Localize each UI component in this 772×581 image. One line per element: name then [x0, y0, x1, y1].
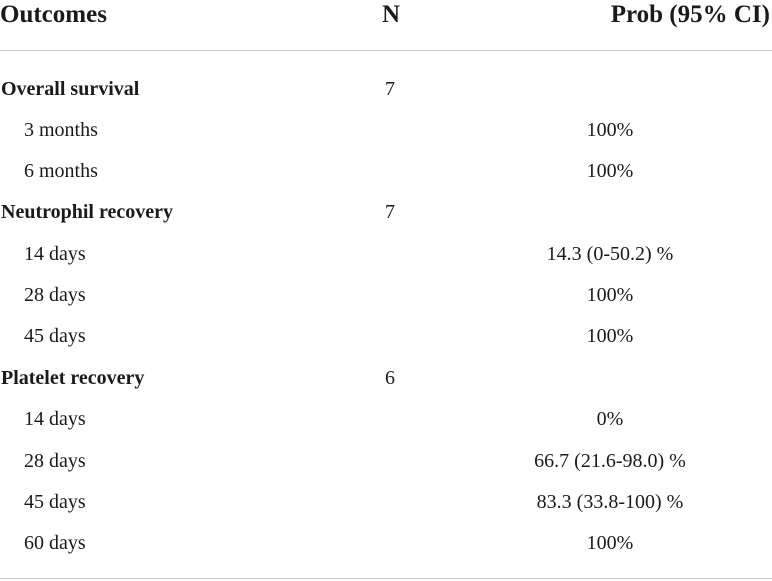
- row-label: 45 days: [24, 325, 86, 347]
- group-label: Overall survival: [1, 78, 140, 100]
- row-label: 3 months: [24, 119, 98, 141]
- table-row: [0, 324, 772, 365]
- row-label: 6 months: [24, 160, 98, 182]
- row-label: 14 days: [24, 408, 86, 430]
- table-row: [0, 490, 772, 531]
- table-row: [0, 531, 772, 572]
- prob-value: 100%: [586, 119, 634, 141]
- n-value: 6: [385, 367, 395, 389]
- table-header: [0, 0, 772, 51]
- row-label: 28 days: [24, 284, 86, 306]
- n-value: 7: [385, 78, 395, 100]
- row-label: 14 days: [24, 243, 86, 265]
- n-value: 7: [385, 201, 395, 223]
- table-row: [0, 283, 772, 324]
- prob-value: 100%: [586, 160, 634, 182]
- table-row: [0, 407, 772, 448]
- table-group-row: [0, 366, 772, 407]
- table-row: [0, 242, 772, 283]
- row-label: 60 days: [24, 532, 86, 554]
- group-label: Neutrophil recovery: [1, 201, 174, 223]
- prob-value: 83.3 (33.8-100) %: [536, 491, 684, 513]
- header-prob: Prob (95% CI): [610, 1, 770, 28]
- prob-value: 66.7 (21.6-98.0) %: [534, 450, 686, 472]
- table-row: [0, 159, 772, 200]
- prob-value: 100%: [586, 284, 634, 306]
- table-group-row: [0, 200, 772, 241]
- prob-value: 100%: [586, 325, 634, 347]
- row-label: 28 days: [24, 450, 86, 472]
- table-body: [0, 51, 772, 581]
- prob-value: 0%: [596, 408, 624, 430]
- group-label: Platelet recovery: [1, 367, 145, 389]
- prob-value: 14.3 (0-50.2) %: [546, 243, 674, 265]
- header-outcomes: Outcomes: [0, 1, 107, 28]
- prob-value: 100%: [586, 532, 634, 554]
- row-label: 45 days: [24, 491, 86, 513]
- table-row: [0, 449, 772, 490]
- table-group-row: [0, 77, 772, 118]
- header-n: N: [382, 1, 401, 28]
- table-bottom-rule: [0, 578, 772, 579]
- table-row: [0, 118, 772, 159]
